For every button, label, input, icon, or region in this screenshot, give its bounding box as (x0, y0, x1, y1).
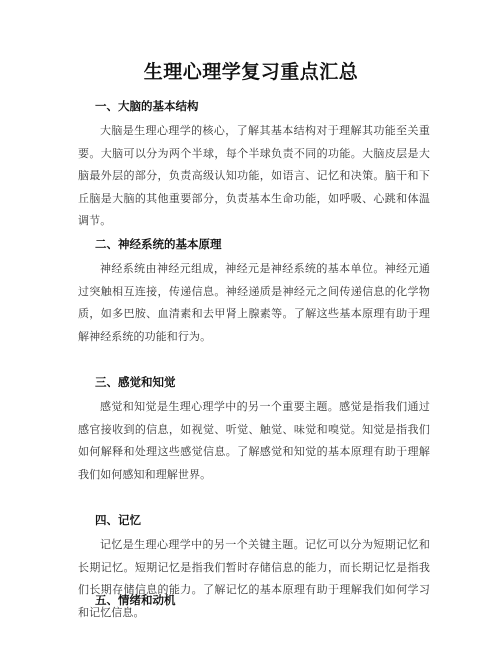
section-sensation-perception (78, 372, 430, 486)
section-heading: 五、情绪和动机 (95, 593, 176, 607)
section-paragraph: 感觉和知觉是生理心理学中的另一个重要主题。感觉是指我们通过感官接收到的信息，如视觉、听觉、触觉、味觉和嗅觉。知觉是指我们如何解释和处理这些感觉信息。了解感觉和知觉的基本原理有助于理解我们如何感知和理解世界。 (78, 400, 430, 481)
section-nervous-system (78, 234, 430, 348)
section-heading: 三、感觉和知觉 (95, 375, 176, 389)
section-heading: 一、大脑的基本结构 (95, 99, 199, 113)
section-emotion-motivation (78, 590, 430, 610)
section-heading: 二、神经系统的基本原理 (95, 237, 222, 251)
section-brain-structure (78, 96, 430, 233)
page-title: 生理心理学复习重点汇总 (143, 61, 359, 83)
section-heading: 四、记忆 (95, 513, 141, 527)
section-paragraph: 记忆是生理心理学中的另一个关键主题。记忆可以分为短期记忆和长期记忆。短期记忆是指我们暂时存储信息的能力，而长期记忆是指我们长期存储信息的能力。了解记忆的基本原理有助于理解我们如何学习和记忆信息。 (78, 538, 430, 619)
section-paragraph: 大脑是生理心理学的核心，了解其基本结构对于理解其功能至关重要。大脑可以分为两个半球，每个半球负责不同的功能。大脑皮层是大脑最外层的部分，负责高级认知功能，如语言、记忆和决策。脑干和下丘脑是大脑的其他重要部分，负责基本生命功能，如呼吸、心跳和体温调节。 (78, 124, 430, 227)
section-paragraph: 神经系统由神经元组成，神经元是神经系统的基本单位。神经元通过突触相互连接，传递信息。神经递质是神经元之间传递信息的化学物质，如多巴胺、血清素和去甲肾上腺素等。了解这些基本原理有助于理解神经系统的功能和行为。 (78, 262, 430, 343)
